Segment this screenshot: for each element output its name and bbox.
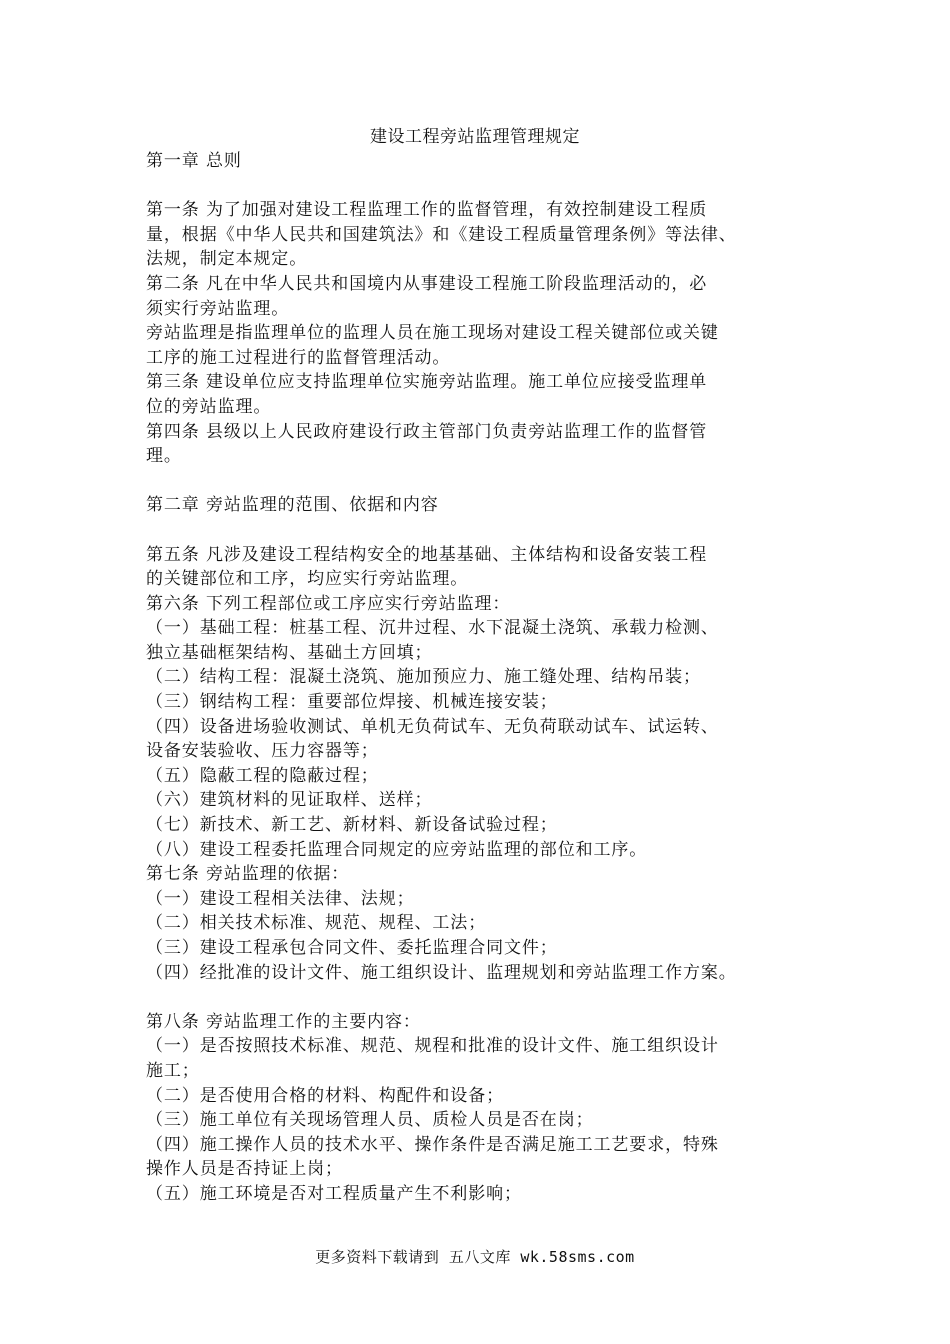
document-line: 操作人员是否持证上岗； (146, 1159, 343, 1180)
document-line: 第六条 下列工程部位或工序应实行旁站监理： (146, 593, 511, 614)
document-line: （五）隐蔽工程的隐蔽过程； (146, 765, 379, 786)
footer-link-text[interactable]: 更多资料下载请到 五八文库 wk.58sms.com (315, 1248, 635, 1266)
document-line: （二）是否使用合格的材料、构配件和设备； (146, 1085, 504, 1106)
document-line: 量，根据《中华人民共和国建筑法》和《建设工程质量管理条例》等法律、 (146, 224, 737, 245)
document-line: 第五条 凡涉及建设工程结构安全的地基基础、主体结构和设备安装工程 (146, 544, 708, 565)
document-line: （三）钢结构工程：重要部位焊接、机械连接安装； (146, 692, 558, 713)
document-line: 第八条 旁站监理工作的主要内容： (146, 1011, 421, 1032)
document-line: 工序的施工过程进行的监督管理活动。 (146, 347, 451, 368)
document-line: 理。 (146, 446, 182, 467)
blank-line (146, 518, 826, 543)
document-line: 第一条 为了加强对建设工程监理工作的监督管理，有效控制建设工程质 (146, 200, 708, 221)
document-line: （一）基础工程：桩基工程、沉井过程、水下混凝土浇筑、承载力检测、 (146, 618, 719, 639)
document-line: （六）建筑材料的见证取样、送样； (146, 790, 433, 811)
document-line: （一）是否按照技术标准、规范、规程和批准的设计文件、施工组织设计 (146, 1036, 719, 1057)
document-line: （四）经批准的设计文件、施工组织设计、监理规划和旁站监理工作方案。 (146, 962, 737, 983)
document-line: 第二章 旁站监理的范围、依据和内容 (146, 495, 439, 516)
document-line: 设备安装验收、压力容器等； (146, 741, 379, 762)
document-line: （三）施工单位有关现场管理人员、质检人员是否在岗； (146, 1110, 594, 1131)
document-line: 的关键部位和工序，均应实行旁站监理。 (146, 569, 469, 590)
document-line: （七）新技术、新工艺、新材料、新设备试验过程； (146, 815, 558, 836)
document-line: 位的旁站监理。 (146, 396, 272, 417)
document-line: （四）施工操作人员的技术水平、操作条件是否满足施工工艺要求，特殊 (146, 1134, 719, 1155)
blank-line (146, 985, 826, 1010)
document-body (146, 149, 826, 1207)
document-line: 法规，制定本规定。 (146, 249, 308, 270)
document-line: 第一章 总则 (146, 151, 242, 171)
document-line: 旁站监理是指监理单位的监理人员在施工现场对建设工程关键部位或关键 (146, 323, 719, 344)
document-line: 施工； (146, 1060, 200, 1081)
document-line: （一）建设工程相关法律、法规； (146, 888, 415, 909)
document-line: 第四条 县级以上人民政府建设行政主管部门负责旁站监理工作的监督管 (146, 421, 708, 442)
document-line: （八）建设工程委托监理合同规定的应旁站监理的部位和工序。 (146, 839, 648, 860)
document-line: 第七条 旁站监理的依据： (146, 864, 350, 885)
document-line: （三）建设工程承包合同文件、委托监理合同文件； (146, 938, 558, 958)
blank-line (146, 469, 826, 494)
document-line: （四）设备进场验收测试、单机无负荷试车、无负荷联动试车、试运转、 (146, 716, 719, 737)
document-line: 第二条 凡在中华人民共和国境内从事建设工程施工阶段监理活动的，必 (146, 273, 708, 294)
blank-line (146, 174, 826, 199)
document-line: （五）施工环境是否对工程质量产生不利影响； (146, 1183, 522, 1204)
document-line: （二）结构工程：混凝土浇筑、施加预应力、施工缝处理、结构吊装； (146, 667, 701, 688)
document-line: 须实行旁站监理。 (146, 298, 290, 319)
document-title: 建设工程旁站监理管理规定 (370, 127, 580, 147)
document-line: 独立基础框架结构、基础土方回填； (146, 642, 433, 663)
document-line: 第三条 建设单位应支持监理单位实施旁站监理。施工单位应接受监理单 (146, 372, 708, 393)
document-line: （二）相关技术标准、规范、规程、工法； (146, 913, 487, 934)
